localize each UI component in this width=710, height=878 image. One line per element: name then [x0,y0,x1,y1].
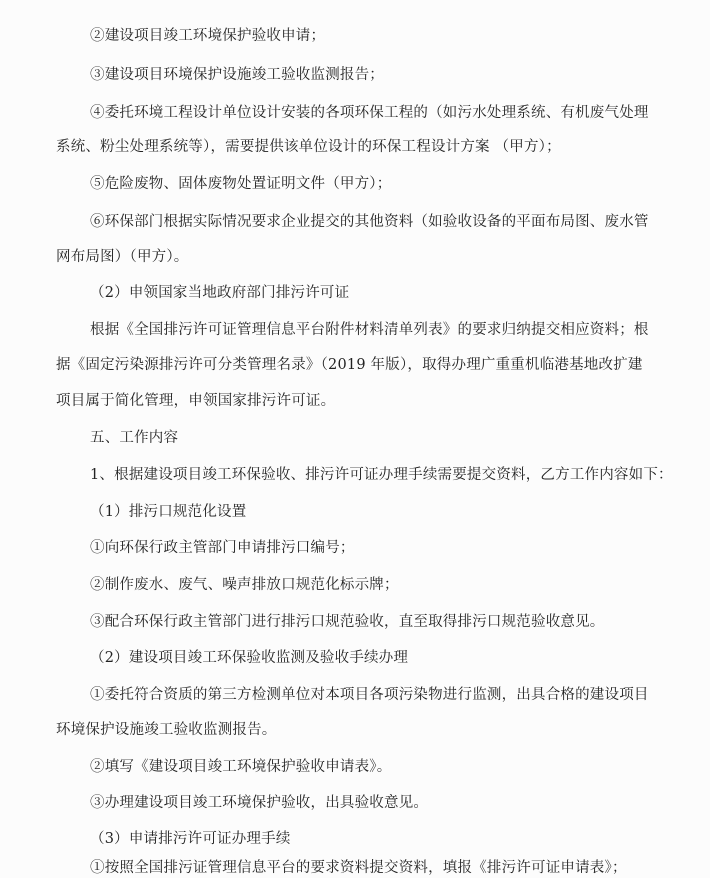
text-line: ⑤危险废物、固体废物处置证明文件（甲方）； [90,176,392,192]
text-line: ④委托环境工程设计单位设计安装的各项环保工程的（如污水处理系统、有机废气处理 [90,105,649,121]
text-line: ②建设项目竣工环境保护验收申请； [90,28,326,44]
text-line: ①委托符合资质的第三方检测单位对本项目各项污染物进行监测，出具合格的建设项目 [90,687,649,703]
text-line: ①向环保行政主管部门申请排污口编号； [90,540,355,556]
text-line: ③建设项目环境保护设施竣工验收监测报告； [90,67,384,83]
section-heading: 五、工作内容 [90,430,179,446]
text-line: ①按照全国排污证管理信息平台的要求资料提交资料，填报《排污许可证申请表》； [90,860,627,876]
section-heading: （2）申领国家当地政府部门排污许可证 [90,285,350,301]
text-line: 环境保护设施竣工验收监测报告。 [56,722,277,738]
section-heading: （3）申请排污许可证办理手续 [90,831,291,847]
text-line: 网布局图）（甲方）。 [56,249,189,265]
text-line: 系统、粉尘处理系统等），需要提供该单位设计的环保工程设计方案 （甲方）； [56,139,561,155]
text-line: ②制作废水、废气、噪声排放口规范化标示牌； [90,577,399,593]
section-heading: （1）排污口规范化设置 [90,504,247,520]
text-line: ⑥环保部门根据实际情况要求企业提交的其他资料（如验收设备的平面布局图、废水管 [90,214,649,230]
section-heading: （2）建设项目竣工环保验收监测及验收手续办理 [90,650,409,666]
text-line: 1、根据建设项目竣工环保验收、排污许可证办理手续需要提交资料，乙方工作内容如下： [90,467,673,483]
text-line: 据《固定污染源排污许可分类管理名录》（2019 年版），取得办理广重重机临港基地改扩建 [56,357,643,373]
text-line: 根据《全国排污许可证管理信息平台附件材料清单列表》的要求归纳提交相应资料；根 [90,322,649,338]
text-line: 项目属于简化管理，申领国家排污许可证。 [56,393,336,409]
text-line: ③配合环保行政主管部门进行排污口规范验收，直至取得排污口规范验收意见。 [90,614,605,630]
text-line: ③办理建设项目竣工环境保护验收，出具验收意见。 [90,795,429,811]
text-line: ②填写《建设项目竣工环境保护验收申请表》。 [90,759,392,775]
